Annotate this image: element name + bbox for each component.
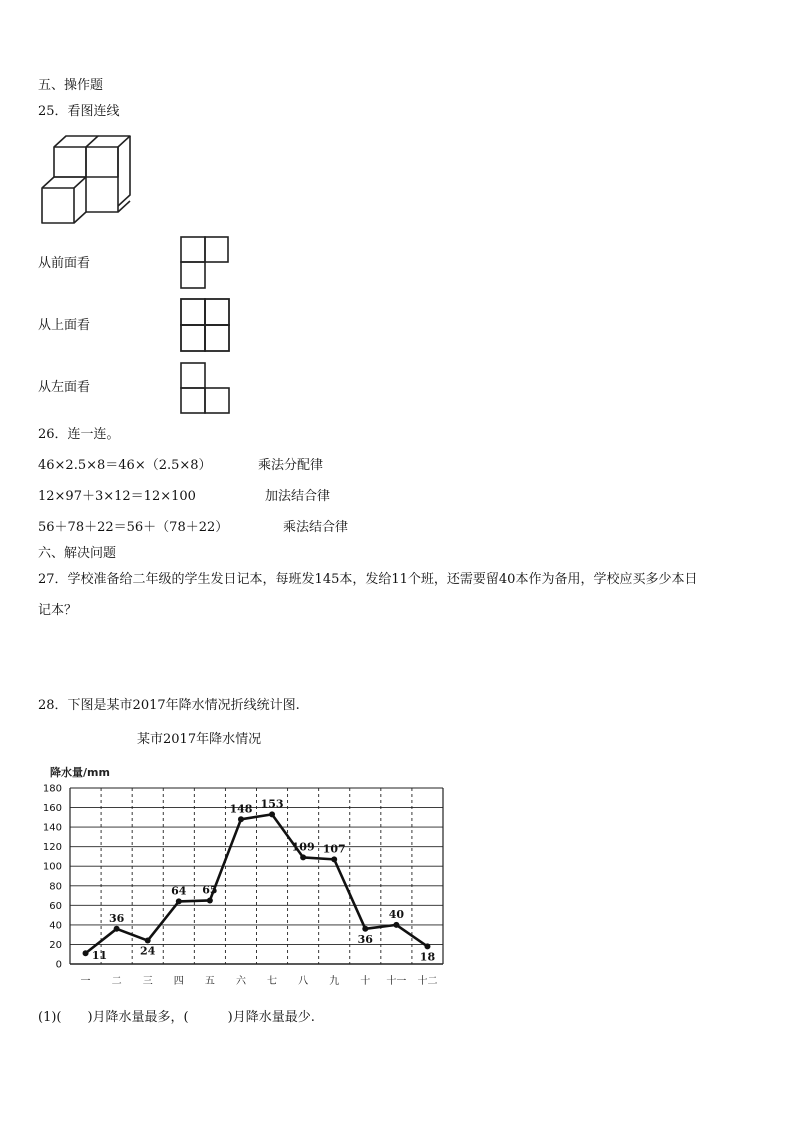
x-tick-label: 十二: [417, 976, 438, 987]
y-tick-label: 40: [49, 920, 62, 932]
data-point: [176, 898, 182, 904]
y-tick-label: 0: [55, 959, 62, 971]
x-tick-label: 七: [267, 976, 278, 987]
q25-title: 25．看图连线: [38, 104, 120, 119]
data-point: [300, 854, 306, 860]
x-tick-label: 八: [298, 976, 309, 987]
y-tick-label: 140: [42, 822, 62, 834]
x-tick-label: 十一: [386, 976, 407, 987]
chart-title: 某市2017年降水情况: [137, 732, 262, 747]
x-tick-label: 五: [204, 976, 215, 987]
y-tick-label: 100: [42, 861, 62, 873]
x-tick-label: 四: [173, 976, 184, 987]
data-label: 11: [91, 949, 108, 963]
section-5-title: 五、操作题: [38, 78, 104, 93]
data-label: 24: [140, 944, 156, 958]
view-label-front: 从前面看: [38, 256, 91, 271]
data-label: 148: [229, 802, 253, 816]
data-label: 40: [388, 907, 405, 921]
y-tick-label: 20: [49, 939, 62, 951]
q26-equation-3: 56＋78＋22＝56＋（78＋22）: [38, 520, 229, 535]
data-label: 64: [171, 884, 187, 898]
q26-law-3: 乘法结合律: [283, 520, 349, 535]
q26-law-1: 乘法分配律: [258, 458, 324, 473]
q28-subquestion-1: (1)( )月降水量最多，( )月降水量最少.: [38, 1010, 315, 1025]
q26-equation-2: 12×97＋3×12＝12×100: [38, 489, 196, 504]
y-axis-label: 降水量/mm: [50, 766, 110, 779]
y-tick-label: 60: [49, 900, 62, 912]
q27-line-2: 记本？: [38, 603, 78, 618]
data-point: [393, 922, 399, 928]
view-label-top: 从上面看: [38, 318, 91, 333]
data-label: 109: [291, 840, 315, 854]
data-point: [83, 950, 89, 956]
data-label: 36: [108, 911, 125, 925]
data-point: [238, 816, 244, 822]
y-tick-label: 180: [42, 783, 62, 795]
data-point: [269, 811, 275, 817]
y-tick-label: 80: [49, 881, 62, 893]
data-point: [114, 926, 120, 932]
x-tick-label: 三: [142, 976, 153, 987]
x-tick-label: 六: [235, 976, 246, 987]
y-tick-label: 120: [42, 842, 62, 854]
q28-title: 28．下图是某市2017年降水情况折线统计图.: [38, 698, 300, 713]
data-point: [331, 856, 337, 862]
y-tick-label: 160: [42, 803, 62, 815]
x-tick-label: 二: [111, 976, 122, 987]
x-tick-label: 一: [80, 976, 91, 987]
q26-title: 26．连一连。: [38, 427, 120, 442]
data-label: 107: [322, 842, 346, 856]
data-point: [145, 938, 151, 944]
q26-law-2: 加法结合律: [265, 489, 331, 504]
data-label: 153: [260, 797, 284, 811]
x-tick-label: 九: [329, 976, 340, 987]
data-label: 18: [419, 950, 436, 964]
data-label: 65: [202, 883, 218, 897]
data-label: 36: [357, 932, 373, 946]
section-6-title: 六、解决问题: [38, 546, 117, 561]
view-label-left: 从左面看: [38, 380, 91, 395]
x-tick-label: 十: [360, 976, 371, 987]
data-point: [207, 897, 213, 903]
q27-line-1: 27．学校准备给二年级的学生发日记本，每班发145本，发给11个班，还需要留40本作为备用，学校应买多少本日: [38, 572, 698, 587]
q26-equation-1: 46×2.5×8＝46×（2.5×8）: [38, 458, 212, 473]
data-point: [424, 943, 430, 949]
data-point: [362, 926, 368, 932]
